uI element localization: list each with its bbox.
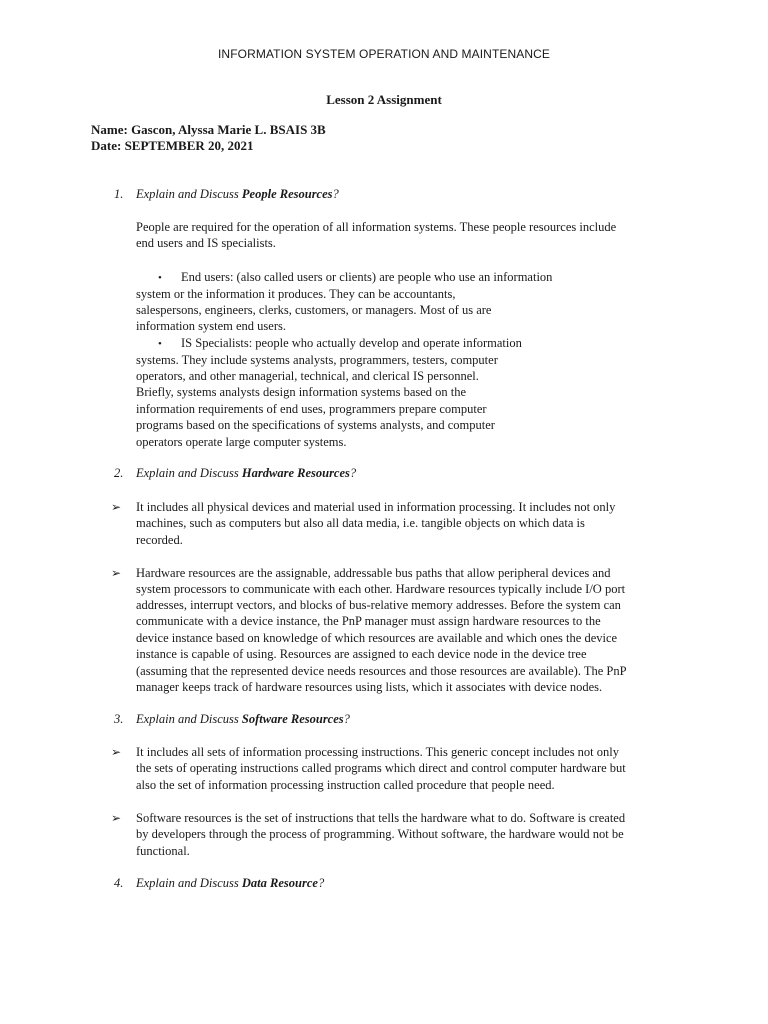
q2-p2-line: system processors to communicate with each other. Hardware resources typically include I/O port [136,582,626,596]
question-number: 4. [114,876,124,890]
q2-p2-line: addresses, interrupt vectors, and blocks of bus-relative memory addresses. Before the system can [136,598,621,612]
q2-p2-line: communicate with a device instance, the PnP manager must assign hardware resources to the [136,614,601,628]
question-2: 2. Explain and Discuss Hardware Resources? [114,466,357,480]
arrow-bullet-icon: ➢ [111,811,122,825]
question-topic: Software Resources [241,712,344,726]
q2-p2-line: manager keeps track of hardware resources using lists, which it associates with device nodes. [136,680,603,694]
q2-p2-line: Hardware resources are the assignable, addressable bus paths that allow peripheral devices and [136,566,611,580]
is-specialists-line: IS Specialists: people who actually develop and operate information [181,336,522,350]
end-users-line: End users: (also called users or clients) are people who use an information [181,270,553,284]
question-number: 3. [114,712,124,726]
document-title: INFORMATION SYSTEM OPERATION AND MAINTENANCE [218,47,550,61]
q2-p1-line: recorded. [136,533,183,547]
q1-intro-line: end users and IS specialists. [136,236,276,250]
q3-p2-line: by developers through the process of programming. Without software, the hardware would not be [136,827,624,841]
q3-p1-line: also the set of information processing instruction called procedure that people need. [136,778,555,792]
question-topic: People Resources [241,187,333,201]
is-specialists-line: systems. They include systems analysts, programmers, testers, computer [136,353,498,367]
q3-p1-line: the sets of operating instructions called programs which direct and control computer hardware but [136,761,626,775]
document-subtitle: Lesson 2 Assignment [326,92,442,107]
q2-p2-line: instance is capable of using. Resources are assigned to each device node in the device tree [136,647,587,661]
student-name: Name: Gascon, Alyssa Marie L. BSAIS 3B [91,122,326,137]
question-topic: Data Resource [241,876,318,890]
q3-p2-line: Software resources is the set of instructions that tells the hardware what to do. Software is created [136,811,626,825]
question-topic: Hardware Resources [241,466,350,480]
q2-p2-line: (assuming that the represented device needs resources and those resources are available). The PnP [136,664,627,678]
q2-p2-line: device instance based on knowledge of which resources are available and which ones the device [136,631,618,645]
submission-date: Date: SEPTEMBER 20, 2021 [91,138,254,153]
bullet-icon: • [158,338,162,350]
is-specialists-line: operators operate large computer systems. [136,435,347,449]
is-specialists-line: operators, and other managerial, technical, and clerical IS personnel. [136,369,479,383]
question-1: 1. Explain and Discuss People Resources? [114,187,339,201]
end-users-line: system or the information it produces. They can be accountants, [136,287,456,301]
question-3: 3. Explain and Discuss Software Resources? [114,712,350,726]
is-specialists-line: information requirements of end uses, programmers prepare computer [136,402,487,416]
q2-p1-line: machines, such as computers but also all data media, i.e. tangible objects on which data is [136,516,585,530]
arrow-bullet-icon: ➢ [111,566,122,580]
q2-p1-line: It includes all physical devices and material used in information processing. It includes not only [136,500,616,514]
q1-intro-line: People are required for the operation of all information systems. These people resources include [136,220,617,234]
arrow-bullet-icon: ➢ [111,500,122,514]
question-4: 4. Explain and Discuss Data Resource? [114,876,325,890]
end-users-line: salespersons, engineers, clerks, customers, or managers. Most of us are [136,303,492,317]
q3-p2-line: functional. [136,844,190,858]
bullet-icon: • [158,272,162,284]
question-number: 1. [114,187,124,201]
is-specialists-line: programs based on the specifications of systems analysts, and computer [136,418,495,432]
arrow-bullet-icon: ➢ [111,745,122,759]
is-specialists-line: Briefly, systems analysts design information systems based on the [136,385,467,399]
end-users-line: information system end users. [136,319,286,333]
question-number: 2. [114,466,124,480]
q3-p1-line: It includes all sets of information processing instructions. This generic concept includes not only [136,745,620,759]
